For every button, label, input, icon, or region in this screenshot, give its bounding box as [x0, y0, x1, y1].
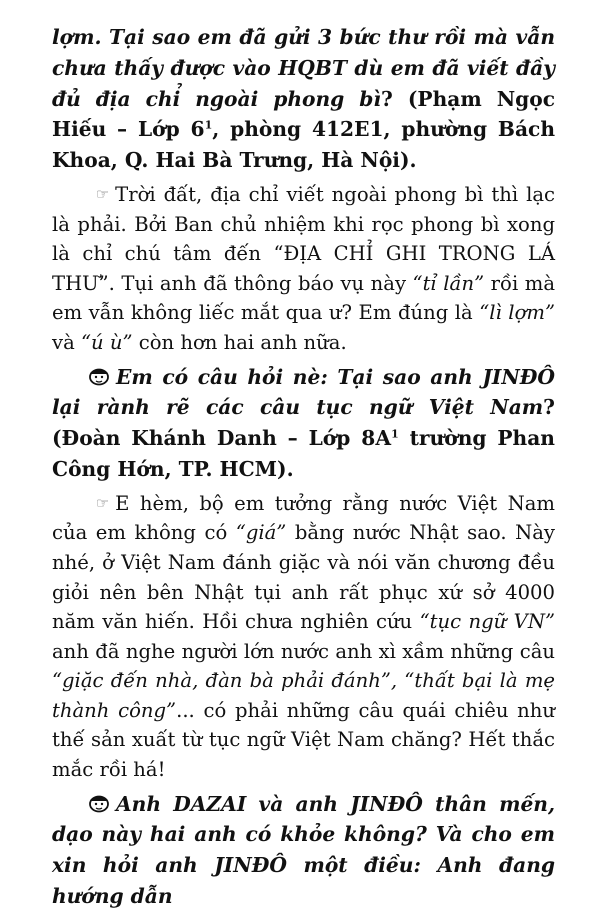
hand-pointer-icon: ☞ [96, 494, 110, 512]
answer-2-quote-3: “giặc đến nhà, đàn bà phải đánh”, “thất bại là mẹ thành công” [52, 669, 555, 722]
question-1-author-rest: , phòng 412E1, phường Bách Khoa, Q. Hai Bà Trưng, Hà Nội). [52, 117, 555, 173]
question-1 [52, 22, 555, 176]
reader-face-icon [88, 795, 110, 813]
answer-1-quote-3: “ú ù” [80, 330, 133, 354]
answer-2-quote-2: “tục ngữ VN” [419, 610, 555, 634]
question-3-text: Anh DAZAI và anh JINĐÔ thân mến, dạo này hai anh có khỏe không? Và cho em xin hỏi anh JINĐÔ một điều: Anh đang hướng dẫn [52, 791, 555, 909]
answer-2 [52, 489, 555, 785]
answer-1-quote-1: “tỉ lần” [412, 271, 485, 295]
answer-2-quote-1: “giá” [235, 521, 287, 545]
reader-face-icon [88, 368, 110, 386]
answer-2-text-1: E hèm, bộ em tưởng rằng nước Việt Nam của em không có [52, 491, 555, 545]
answer-2-text-3: anh đã nghe người lớn nước anh xì xầm những câu [52, 639, 555, 663]
answer-2-text-4: ... có phải những câu quái chiêu như thế sản xuất từ tục ngữ Việt Nam chăng? Hết thắc mắc rồi há! [52, 698, 556, 782]
question-3 [52, 789, 555, 912]
question-1-mark: ? [381, 86, 408, 111]
answer-2-text-2: bằng nước Nhật sao. Này nhé, ở Việt Nam đánh giặc và nói văn chương đều giỏi nên bên Nhật tụi anh rất phục xứ sở 4000 năm văn hiến. Hồi chưa nghiên cứu [52, 521, 555, 634]
question-1-author-sup: 1 [204, 118, 213, 132]
question-2-author-sup: 1 [390, 427, 399, 441]
answer-1-text-4: còn hơn hai anh nữa. [132, 330, 347, 354]
question-2-author-rest: trường Phan Công Hớn, TP. HCM). [52, 426, 555, 481]
hand-pointer-icon: ☞ [96, 185, 110, 203]
answer-1-text-3: và [52, 330, 81, 354]
answer-1-text-1: Trời đất, địa chỉ viết ngoài phong bì thì lạc là phải. Bởi Ban chủ nhiệm khi rọc phong bì xong là chỉ chú tâm đến “ĐỊA CHỈ GHI TRONG LÁ THƯ”. Tụi anh đã thông báo vụ này [52, 182, 555, 295]
question-1-author: (Phạm Ngọc Hiếu – Lớp 6 [52, 86, 556, 142]
question-2 [52, 362, 555, 485]
answer-1-text-2: rồi mà em vẫn không liếc mắt qua ư? Em đúng là [52, 271, 556, 325]
question-2-mark: ? [543, 395, 555, 420]
question-2-text: Em có câu hỏi nè: Tại sao anh JINĐÔ lại rành rẽ các câu tục ngữ Việt Nam [52, 364, 555, 420]
answer-1 [52, 180, 555, 358]
question-2-author: (Đoàn Khánh Danh – Lớp 8A [52, 426, 391, 451]
question-1-text: lợm. Tại sao em đã gửi 3 bức thư rồi mà vẫn chưa thấy được vào HQBT dù em đã viết đầy đủ địa chỉ ngoài phong bì [52, 25, 555, 111]
answer-1-quote-2: “lì lợm” [479, 301, 555, 325]
